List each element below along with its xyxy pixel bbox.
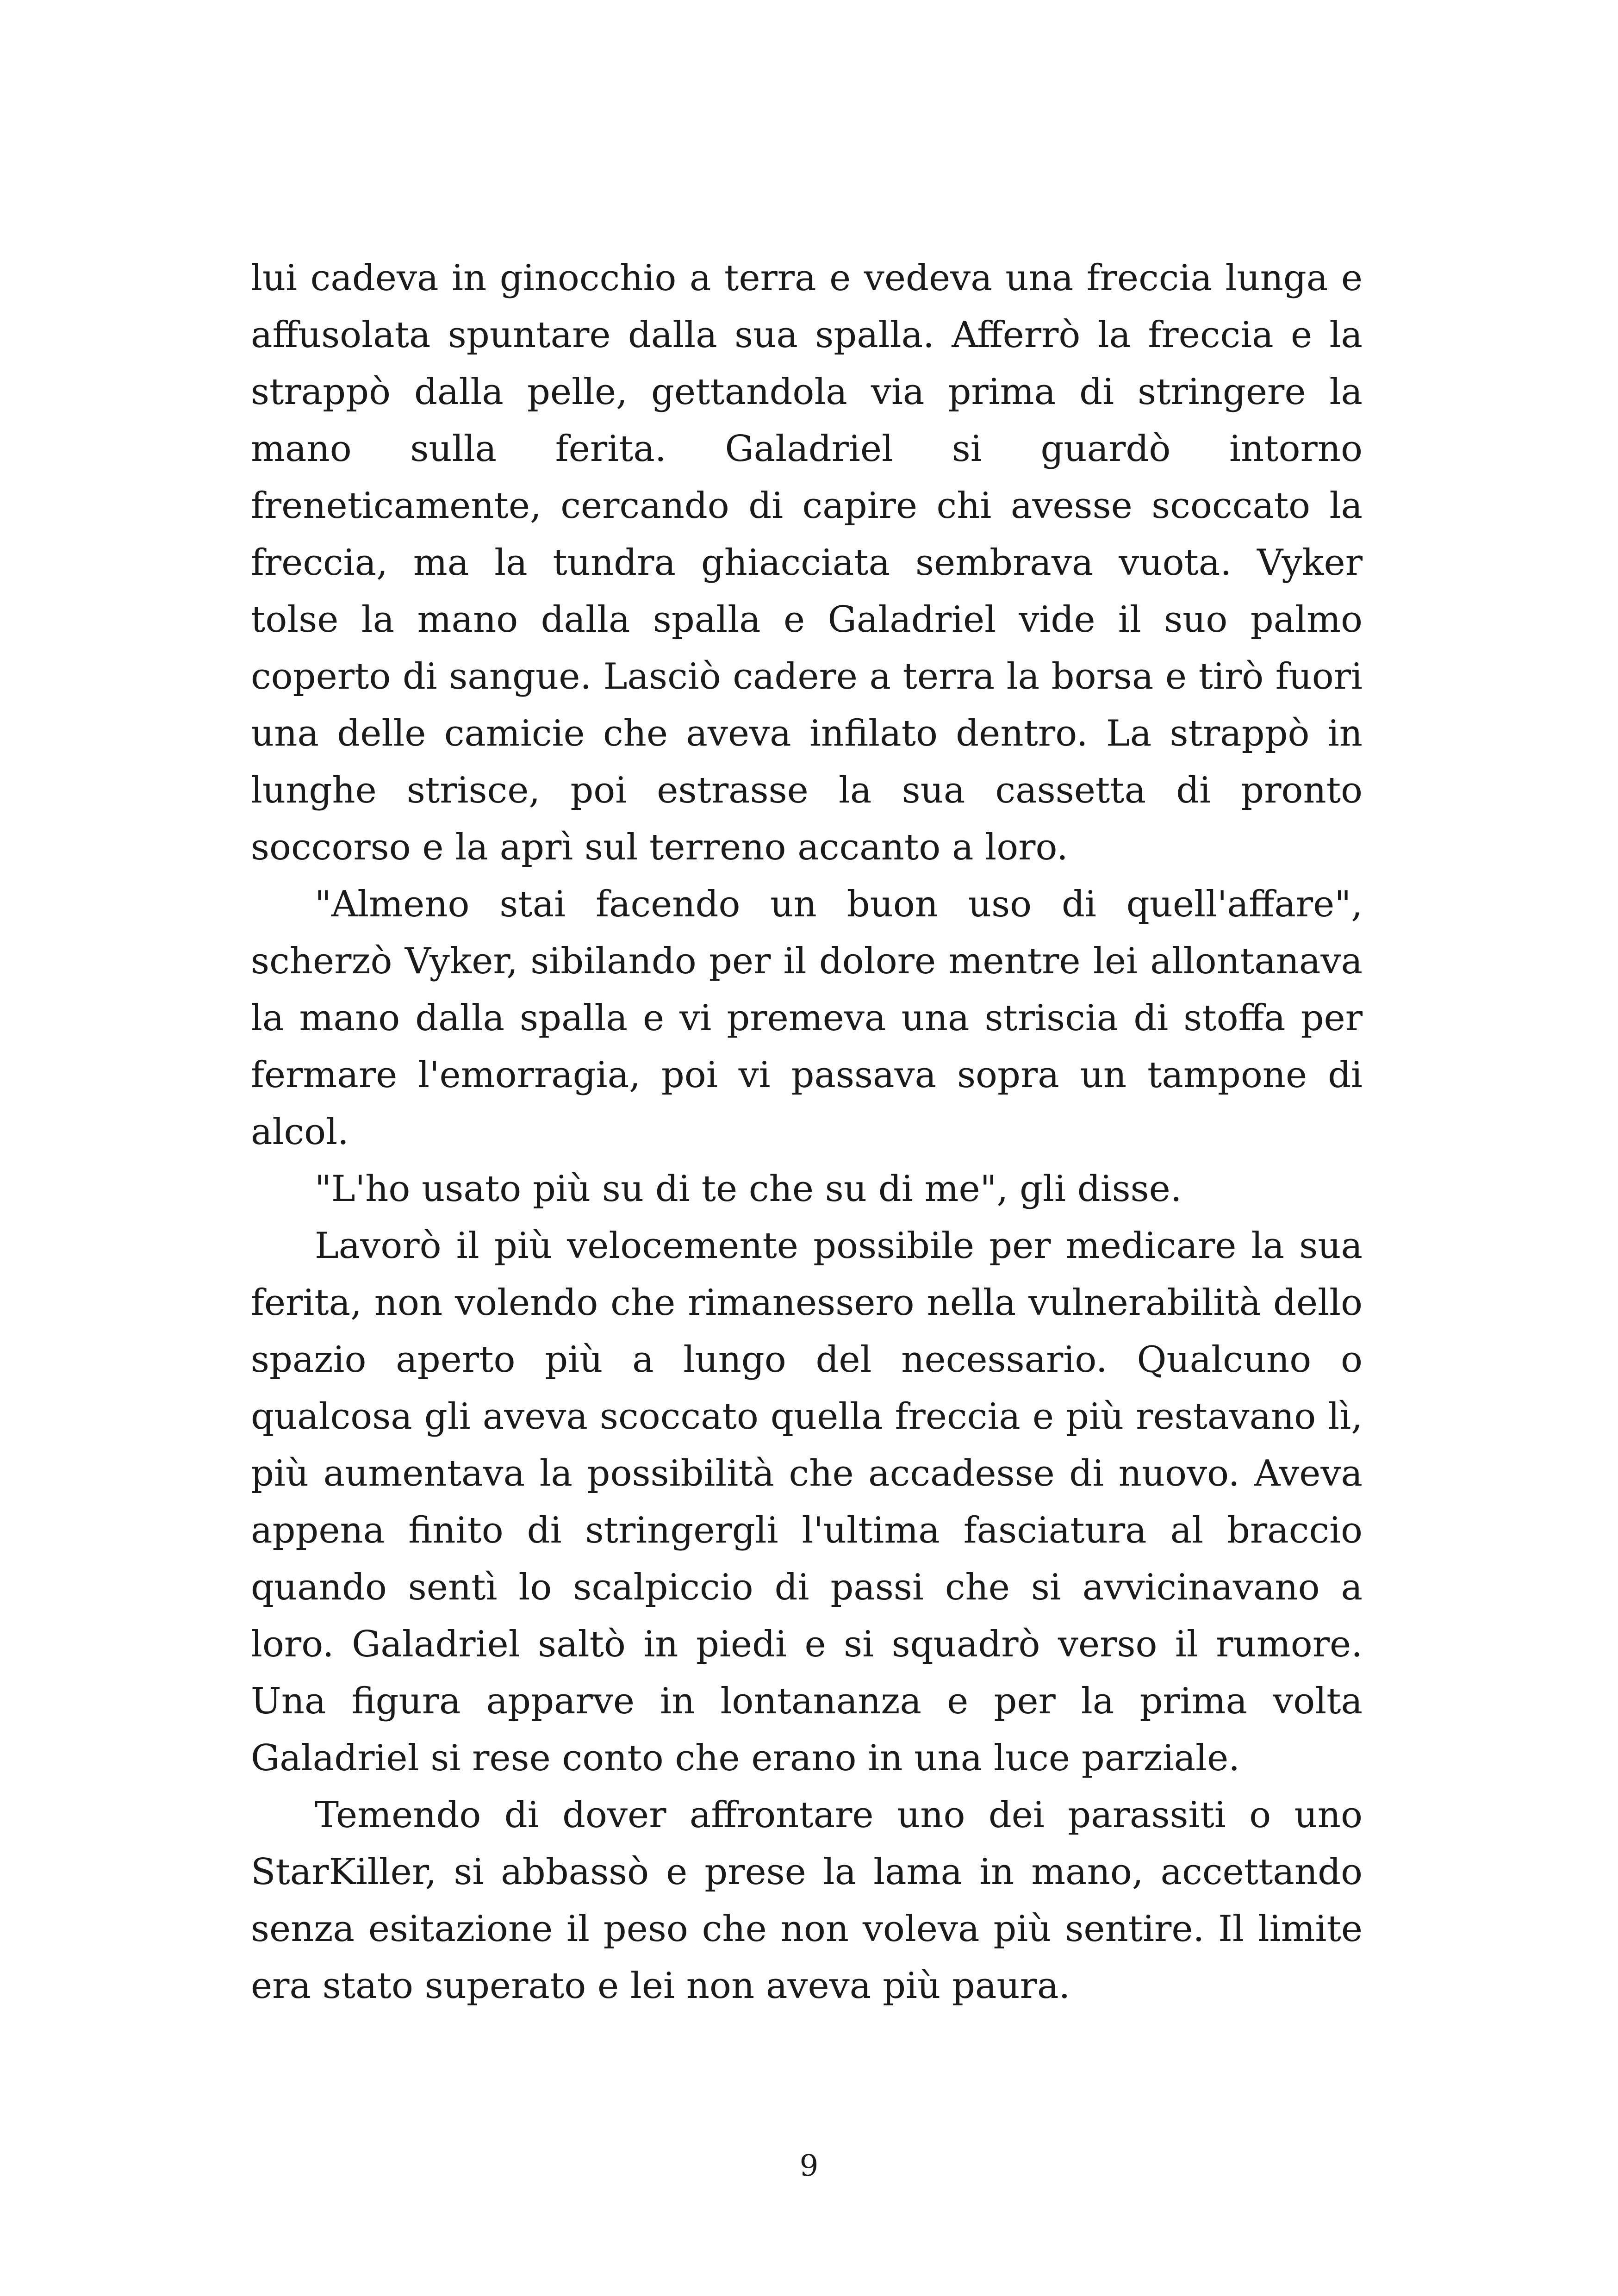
body-text: [251, 250, 1363, 2015]
paragraph-2: "Almeno stai facendo un buon uso di quell'affare", scherzò Vyker, sibilando per il dolore mentre lei allontanava la mano dalla spalla e vi premeva una striscia di stoffa per fermare l'emorragia, poi vi passava sopra un tampone di alcol.: [251, 884, 1363, 1153]
paragraph-3: "L'ho usato più su di te che su di me", gli disse.: [315, 1168, 1182, 1210]
page-number: 9: [799, 2149, 819, 2183]
paragraph-1: lui cadeva in ginocchio a terra e vedeva una freccia lunga e affusolata spuntare dalla sua spalla. Afferrò la freccia e la strappò dalla pelle, gettandola via prima di stringere la mano sulla ferita. Galadriel si guardò intorno freneticamente, cercando di capire chi avesse scoccato la freccia, ma la tundra ghiacciata sembrava vuota. Vyker tolse la mano dalla spalla e Galadriel vide il suo palmo coperto di sangue. Lasciò cadere a terra la borsa e tirò fuori una delle camicie che aveva infilato dentro. La strappò in lunghe strisce, poi estrasse la sua cassetta di pronto soccorso e la aprì sul terreno accanto a loro.: [251, 257, 1363, 868]
paragraph-4: Lavorò il più velocemente possibile per medicare la sua ferita, non volendo che rimanessero nella vulnerabilità dello spazio aperto più a lungo del necessario. Qualcuno o qualcosa gli aveva scoccato quella freccia e più restavano lì, più aumentava la possibilità che accadesse di nuovo. Aveva appena finito di stringergli l'ultima fasciatura al braccio quando sentì lo scalpiccio di passi che si avvicinavano a loro. Galadriel saltò in piedi e si squadrò verso il rumore. Una figura apparve in lontananza e per la prima volta Galadriel si rese conto che erano in una luce parziale.: [251, 1225, 1363, 1779]
paragraph-5: Temendo di dover affrontare uno dei parassiti o uno StarKiller, si abbassò e prese la lama in mano, accettando senza esitazione il peso che non voleva più sentire. Il limite era stato superato e lei non aveva più paura.: [251, 1794, 1363, 2007]
